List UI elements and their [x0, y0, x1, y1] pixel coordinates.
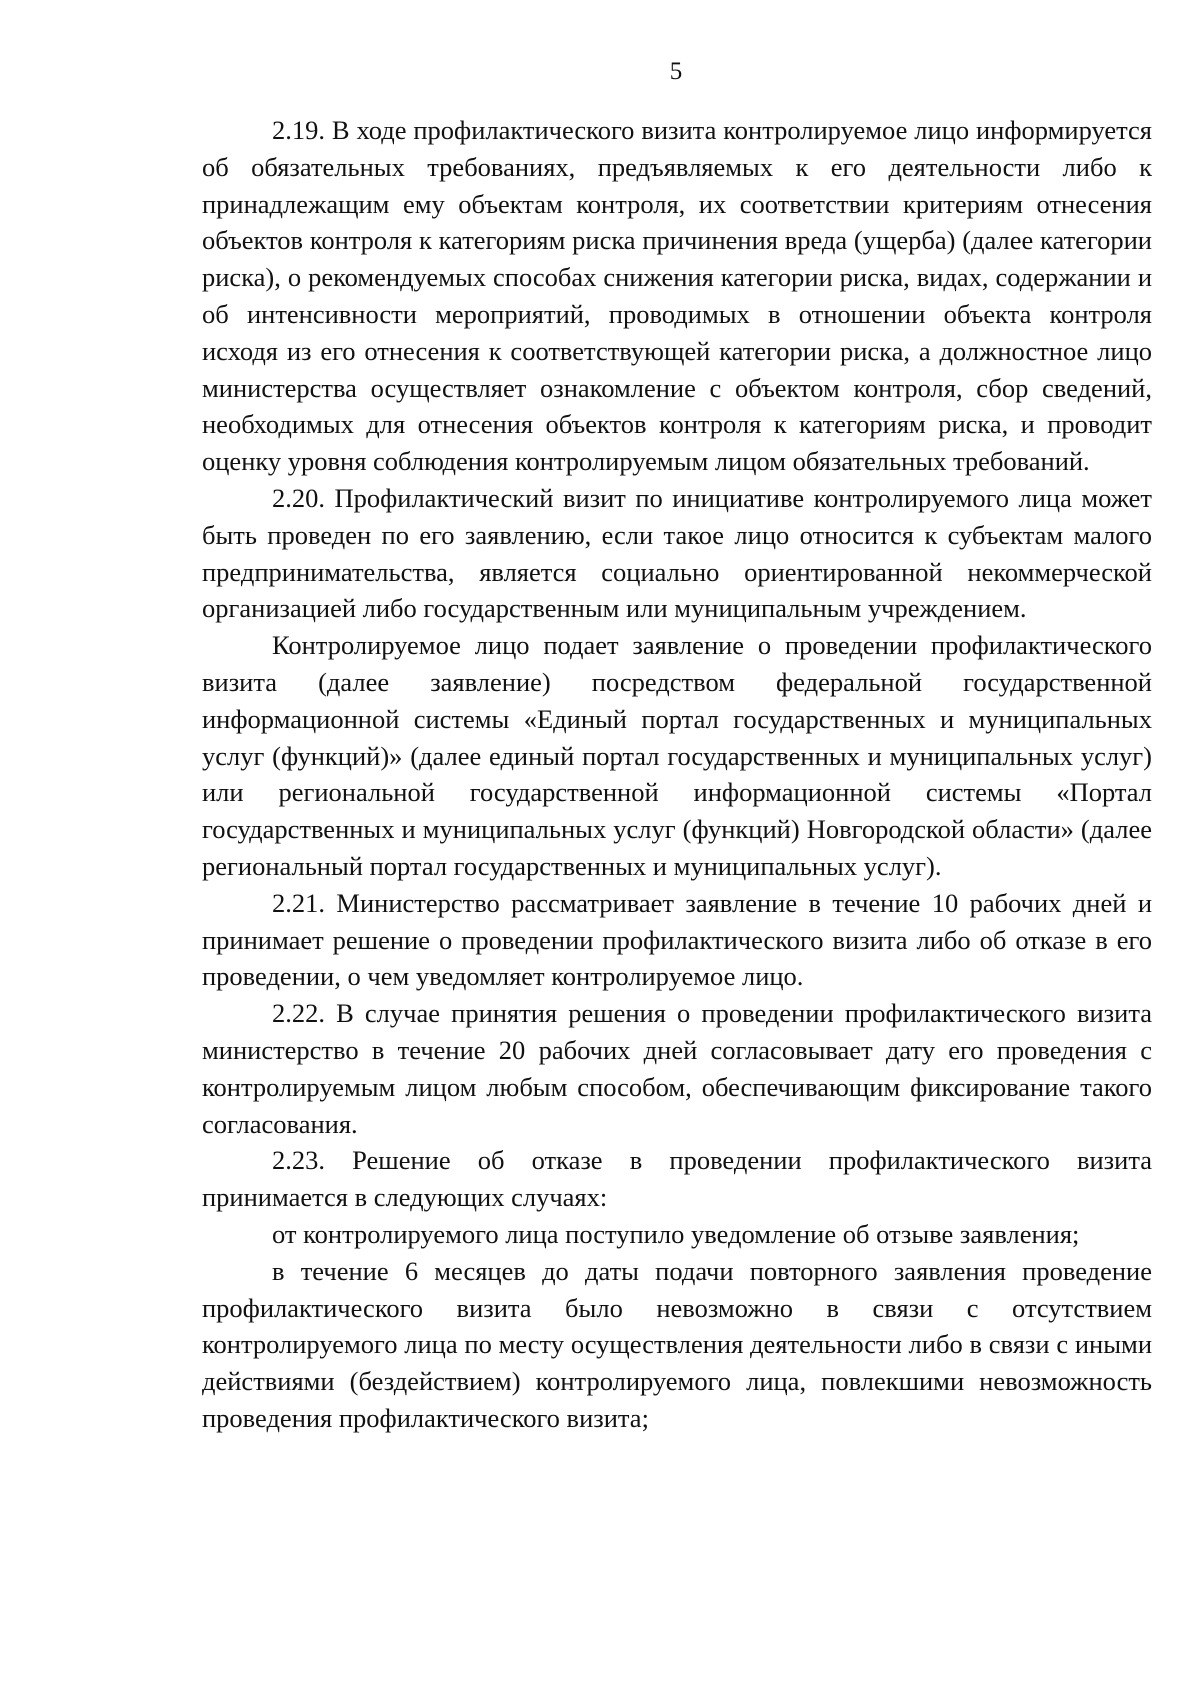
document-body — [202, 112, 1152, 1437]
list-item-impossibility: в течение 6 месяцев до даты подачи повторного заявления проведение профилактического визита было невозможно в связи с отсутствием контролируемого лица по месту осуществления деятельности либо в связи с иными действиями (бездействием) контролируемого лица, повлекшими невозможность проведения профилактического визита; — [202, 1255, 1152, 1433]
paragraph-2-21: 2.21. Министерство рассматривает заявление в течение 10 рабочих дней и принимает решение о проведении профилактического визита либо об отказе в его проведении, о чем уведомляет контролируемое лицо. — [202, 887, 1152, 992]
paragraph-2-20: 2.20. Профилактический визит по инициативе контролируемого лица может быть проведен по его заявлению, если такое лицо относится к субъектам малого предпринимательства, является социально ориентированной некоммерческой организацией либо государственным или муниципальным учреждением. — [202, 482, 1152, 624]
paragraph-2-22: 2.22. В случае принятия решения о проведении профилактического визита министерство в течение 20 рабочих дней согласовывает дату его проведения с контролируемым лицом любым способом, обеспечивающим фиксирование такого согласования. — [202, 998, 1152, 1139]
paragraph-2-19: 2.19. В ходе профилактического визита контролируемое лицо информируется об обязательных требованиях, предъявляемых к его деятельности либо к принадлежащим ему объектам контроля, их соответствии критериям отнесения объектов контроля к категориям риска причинения вреда (ущерба) (далее категории риска), о рекомендуемых способах снижения категории риска, видах, содержании и об интенсивности мероприятий, проводимых в отношении объекта контроля исходя из его отнесения к соответствующей категории риска, а должностное лицо министерства осуществляет ознакомление с объектом контроля, сбор сведений, необходимых для отнесения объектов контроля к категориям риска, и проводит оценку уровня соблюдения контролируемым лицом обязательных требований. — [202, 115, 1152, 477]
list-item-withdrawal: от контролируемого лица поступило уведомление об отзыве заявления; — [272, 1218, 1080, 1249]
page-number: 5 — [669, 58, 683, 85]
paragraph-application-submission: Контролируемое лицо подает заявление о проведении профилактического визита (далее заявление) посредством федеральной государственной информационной системы «Единый портал государственных и муниципальных услуг (функций)» (далее единый портал государственных и муниципальных услуг) или региональной государственной информационной системы «Портал государственных и муниципальных услуг (функций) Новгородской области» (далее региональный портал государственных и муниципальных услуг). — [202, 630, 1152, 881]
paragraph-2-23: 2.23. Решение об отказе в проведении профилактического визита принимается в следующих случаях: — [202, 1145, 1152, 1213]
